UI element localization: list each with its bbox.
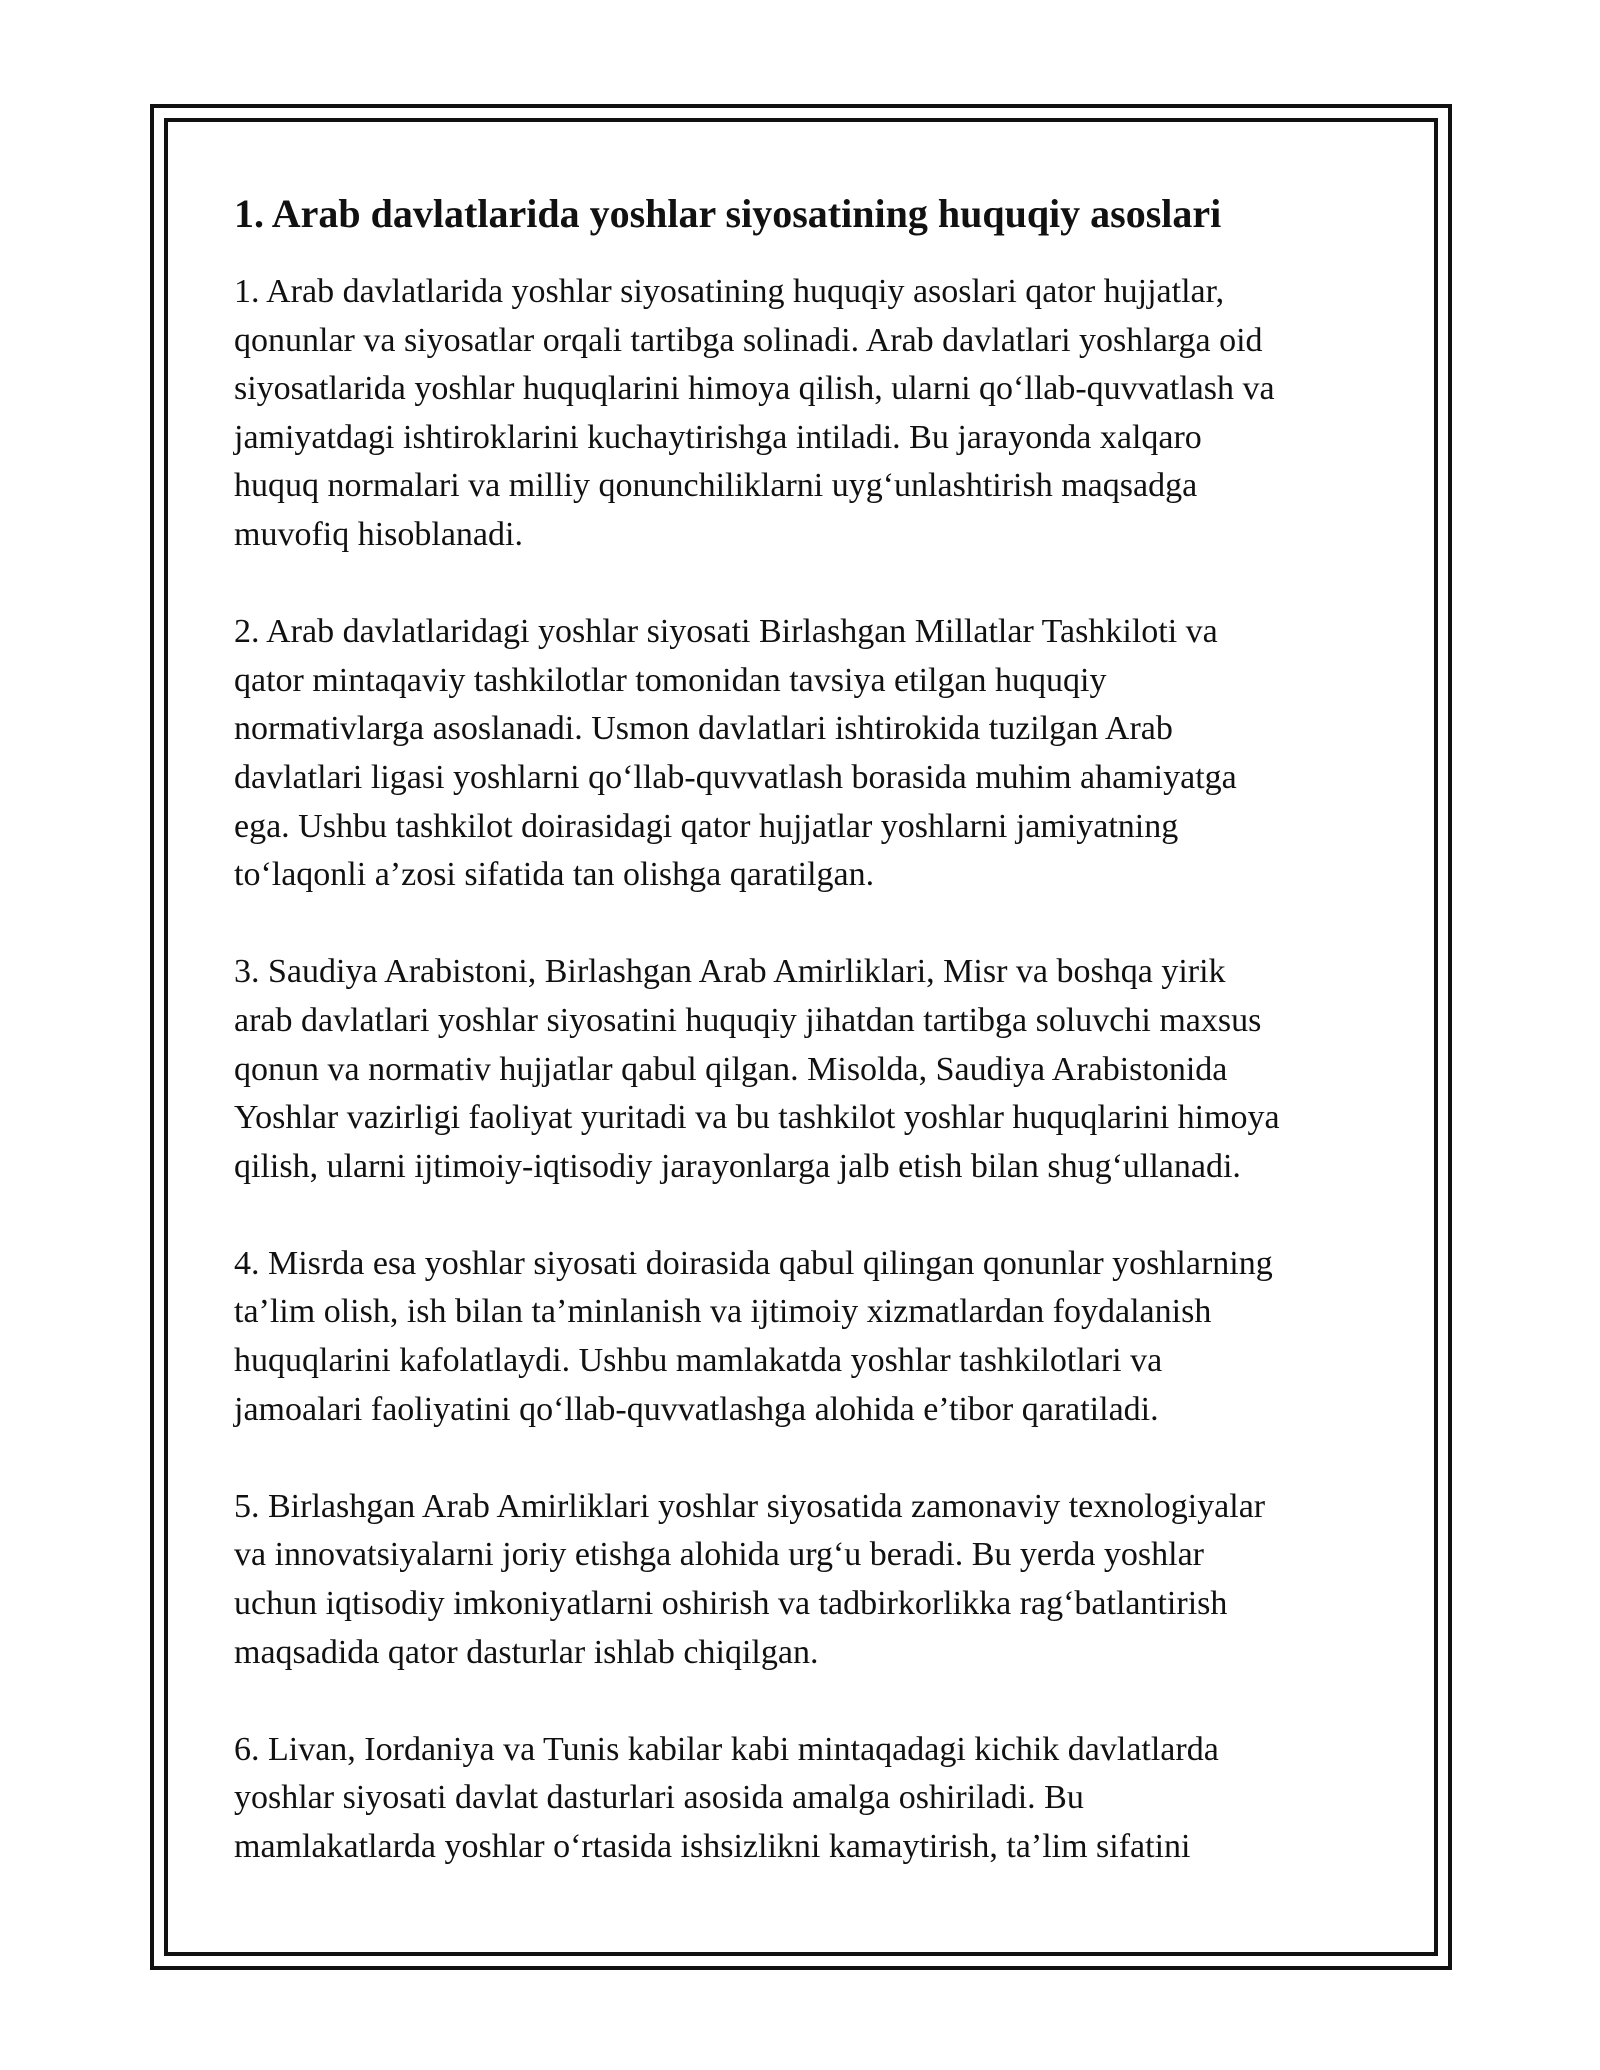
paragraph-5: 5. Birlashgan Arab Amirliklari yoshlar siyosatida zamonaviy texnologiyalar va innovatsiyalarni joriy etishga alohida urg‘u beradi. Bu yerda yoshlar uchun iqtisodiy imkoniyatlarni oshirish va tadbirkorlikka rag‘batlantirish maqsadida qator dasturlar ishlab chiqilgan. bbox=[234, 1487, 1266, 1671]
paragraph-2: 2. Arab davlatlaridagi yoshlar siyosati Birlashgan Millatlar Tashkiloti va qator mintaqaviy tashkilotlar tomonidan tavsiya etilgan huquqiy normativlarga asoslanadi. Usmon davlatlari ishtirokida tuzilgan Arab davlatlari ligasi yoshlarni qo‘llab-quvvatlash borasida muhim ahamiyatga ega. Ushbu tashkilot doirasidagi qator hujjatlar yoshlarni jamiyatning to‘laqonli a’zosi sifatida tan olishga qaratilgan. bbox=[234, 613, 1237, 894]
document-body bbox=[234, 188, 1384, 1920]
paragraph-1: 1. Arab davlatlarida yoshlar siyosatining huquqiy asoslari qator hujjatlar, qonunlar va siyosatlar orqali tartibga solinadi. Arab davlatlari yoshlarga oid siyosatlarida yoshlar huquqlarini himoya qilish, ularni qo‘llab-quvvatlash va jamiyatdagi ishtiroklarini kuchaytirishga intiladi. Bu jarayonda xalqaro huquq normalari va milliy qonunchiliklarni uyg‘unlashtirish maqsadga muvofiq hisoblanadi. bbox=[234, 273, 1275, 553]
paragraph-6: 6. Livan, Iordaniya va Tunis kabilar kabi mintaqadagi kichik davlatlarda yoshlar siyosati davlat dasturlari asosida amalga oshiriladi. Bu mamlakatlarda yoshlar o‘rtasida ishsizlikni kamaytirish, ta’lim sifatini bbox=[234, 1730, 1219, 1865]
paragraph-3: 3. Saudiya Arabistoni, Birlashgan Arab Amirliklari, Misr va boshqa yirik arab davlatlari yoshlar siyosatini huquqiy jihatdan tartibga soluvchi maxsus qonun va normativ hujjatlar qabul qilgan. Misolda, Saudiya Arabistonida Yoshlar vazirligi faoliyat yuritadi va bu tashkilot yoshlar huquqlarini himoya qilish, ularni ijtimoiy-iqtisodiy jarayonlarga jalb etish bilan shug‘ullanadi. bbox=[234, 953, 1280, 1185]
document-title: 1. Arab davlatlarida yoshlar siyosatining huquqiy asoslari bbox=[234, 191, 1222, 236]
paragraph-4: 4. Misrda esa yoshlar siyosati doirasida qabul qilingan qonunlar yoshlarning ta’lim olish, ish bilan ta’minlanish va ijtimoiy xizmatlardan foydalanish huquqlarini kafolatlaydi. Ushbu mamlakatda yoshlar tashkilotlari va jamoalari faoliyatini qo‘llab-quvvatlashga alohida e’tibor qaratiladi. bbox=[234, 1244, 1273, 1428]
